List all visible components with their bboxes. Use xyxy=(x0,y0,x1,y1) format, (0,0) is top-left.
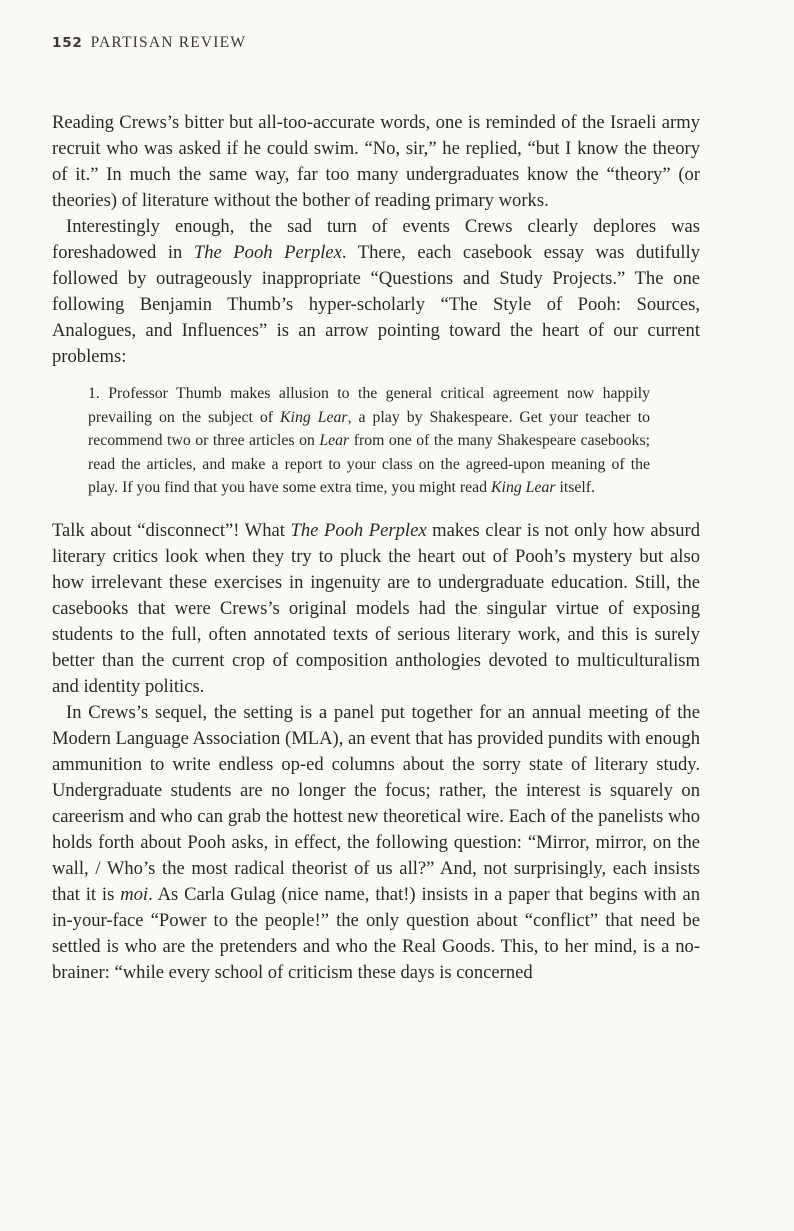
text-run: Interestingly enough, the sad turn of events Crews clearly deplores was foreshadowed in xyxy=(52,216,700,263)
text-run: In Crews’s sequel, the setting is a panel put together for an annual meeting of the Modern Language Association (MLA), an event that has provided pundits with enough ammunition to write endless op-ed columns about the sorry state of literary study. Undergraduate students are no longer the focus; rather, the interest is squarely on careerism and who can grab the hottest new theoretical wire. Each of the panelists who holds forth about Pooh asks, in effect, the following question: “Mirror, mirror, on the wall, / Who’s the most radical theorist of us all?” And, not surprisingly, each insists that it is xyxy=(52,701,700,905)
italic-title: moi xyxy=(120,883,149,905)
text-run: , a play by Shakespeare. Get your teacher to recommend two or three articles on xyxy=(88,408,651,449)
italic-title: Lear xyxy=(319,432,350,449)
paragraph xyxy=(52,700,700,986)
italic-title: The Pooh Perplex xyxy=(193,242,342,263)
paragraph xyxy=(52,110,700,214)
journal-title: PARTISAN REVIEW xyxy=(90,34,247,51)
paragraph xyxy=(52,214,700,370)
page-number: 152 xyxy=(52,35,83,51)
running-head xyxy=(52,34,246,52)
italic-title: King Lear xyxy=(491,479,556,496)
italic-title: King Lear xyxy=(280,408,348,426)
body-text xyxy=(52,110,700,986)
block-quote xyxy=(88,382,650,500)
text-run: itself. xyxy=(555,479,596,496)
text-run: Reading Crews’s bitter but all-too-accurate words, one is reminded of the Israeli army recruit who was asked if he could swim. “No, sir,” he replied, “but I know the theory of it.” In much the same way, far too many undergraduates know the “theory” (or theories) of literature without the bother of reading primary works. xyxy=(52,112,700,211)
italic-title: The Pooh Perplex xyxy=(290,519,427,541)
text-run: from one of the many Shakespeare casebooks; read the articles, and make a report to your class on the agreed-upon meaning of the play. If you find that you have some extra time, you might read xyxy=(88,432,650,496)
text-run: Talk about “disconnect”! What xyxy=(52,519,291,541)
text-run: makes clear is not only how absurd literary critics look when they try to pluck the heart out of Pooh’s mystery but also how irrelevant these exercises in ingenuity are to undergraduate education. Still, the casebooks that were Crews’s original models had the singular virtue of exposing students to the full, often annotated texts of serious literary work, and this is surely better than the current crop of composition anthologies devoted to multiculturalism and identity politics. xyxy=(52,519,700,697)
quoted-question xyxy=(88,382,650,500)
text-run: . There, each casebook essay was dutifully followed by outrageously inappropriate “Questions and Study Projects.” The one following Benjamin Thumb’s hyper-scholarly “The Style of Pooh: Sources, Analogues, and Influences” is an arrow pointing toward the heart of our current problems: xyxy=(52,242,700,367)
paragraph xyxy=(52,518,700,700)
text-run: 1. Professor Thumb makes allusion to the general critical agreement now happily prevailing on the subject of xyxy=(88,385,650,426)
text-run: . As Carla Gulag (nice name, that!) insists in a paper that begins with an in-your-face “Power to the people!” the only question about “conflict” that need be settled is who are the pretenders and who the Real Goods. This, to her mind, is a no-brainer: “while every school of criticism these days is concerned xyxy=(52,883,701,983)
